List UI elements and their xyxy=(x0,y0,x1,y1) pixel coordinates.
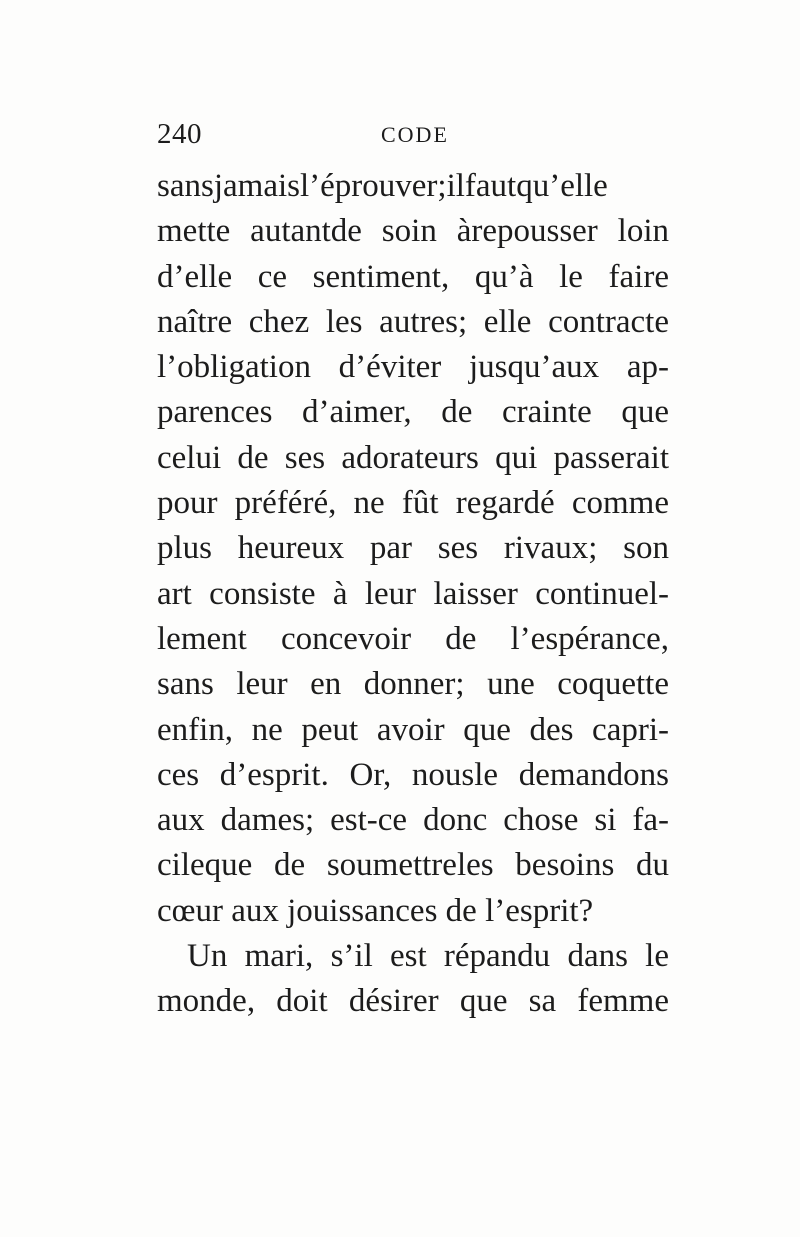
text-line: plus heureux par ses rivaux; son xyxy=(157,530,669,567)
body-text xyxy=(157,164,669,1025)
running-head xyxy=(157,118,667,154)
text-line: aux dames; est-ce donc chose si fa- xyxy=(157,802,669,839)
text-line: parences d’aimer, de crainte que xyxy=(157,394,669,431)
text-line: ces d’esprit. Or, nousle demandons xyxy=(157,756,669,793)
page-number: 240 xyxy=(157,118,202,150)
text-line: monde, doit désirer que sa femme xyxy=(157,983,669,1020)
text-line: pour préféré, ne fût regardé comme xyxy=(157,485,669,522)
text-line: l’obligation d’éviter jusqu’aux ap- xyxy=(157,349,669,386)
text-line: mette autantde soin àrepousser loin xyxy=(157,213,669,250)
text-line: sans leur en donner; une coquette xyxy=(157,666,669,703)
text-line: cileque de soumettreles besoins du xyxy=(157,847,669,884)
running-title: CODE xyxy=(381,122,449,147)
paragraph-start-line: Un mari, s’il est répandu dans le xyxy=(187,938,669,975)
text-line: naître chez les autres; elle contracte xyxy=(157,303,669,340)
text-line: celui de ses adorateurs qui passerait xyxy=(157,439,669,476)
text-line: cœur aux jouissances de l’esprit? xyxy=(157,892,594,929)
text-line: sansjamaisl’éprouver;ilfautqu’elle xyxy=(157,168,608,204)
text-line: lement concevoir de l’espérance, xyxy=(157,620,669,657)
text-line: enfin, ne peut avoir que des capri- xyxy=(157,711,669,748)
text-line: art consiste à leur laisser continuel- xyxy=(157,575,669,612)
text-line: d’elle ce sentiment, qu’à le faire xyxy=(157,258,669,295)
